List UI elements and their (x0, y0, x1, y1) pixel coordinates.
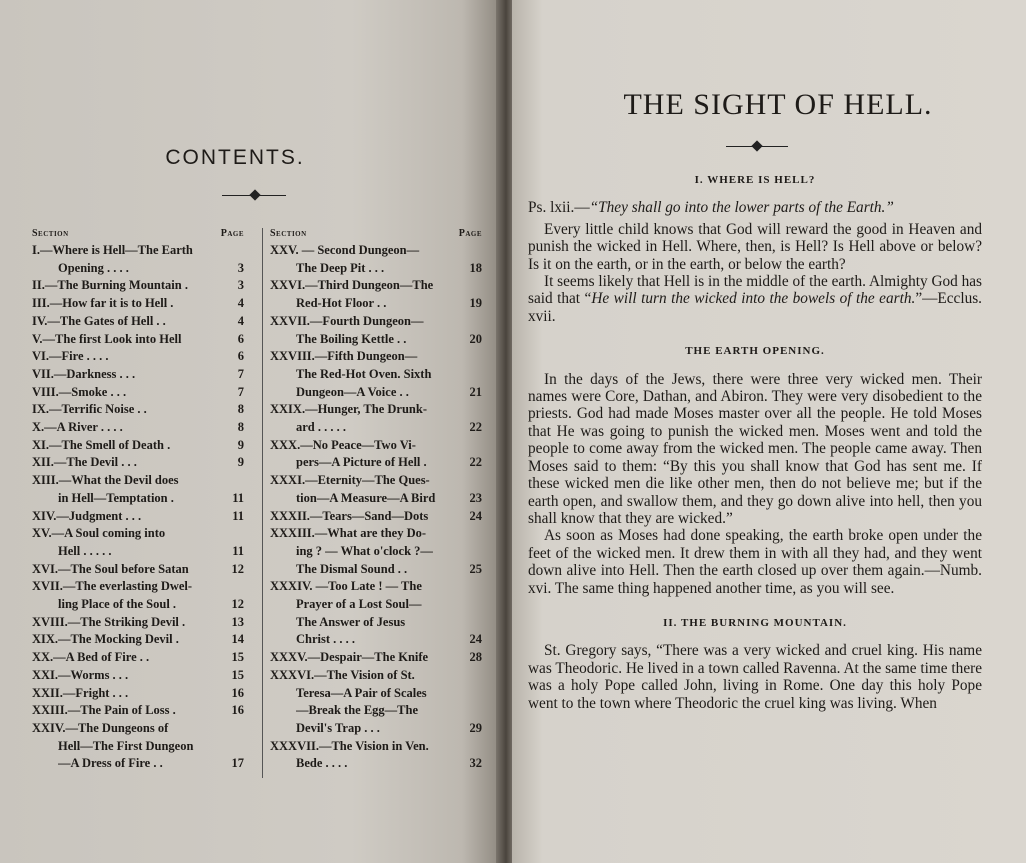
entry-title: XXIII.—The Pain of Loss . (32, 703, 176, 718)
entry-page-number: 15 (231, 667, 244, 682)
contents-list (270, 242, 482, 773)
entry-title: IV.—The Gates of Hell . . (32, 313, 166, 328)
entry-title: XI.—The Smell of Death . (32, 437, 171, 452)
contents-entry (32, 419, 244, 437)
contents-entry (32, 667, 244, 685)
contents-entry (32, 738, 244, 756)
entry-title: II.—The Burning Mountain . (32, 278, 188, 293)
entry-title: The Answer of Jesus (296, 614, 406, 629)
contents-entry (32, 454, 244, 472)
entry-page-number: 18 (469, 260, 482, 275)
entry-title: Hell—The First Dungeon (58, 738, 194, 753)
entry-page-number: 20 (469, 331, 482, 346)
entry-title: V.—The first Look into Hell (32, 331, 182, 346)
contents-entry (270, 277, 482, 295)
quote: “They shall go into the lower parts of the Earth.” (589, 199, 894, 217)
contents-entry (32, 437, 244, 455)
entry-page-number: 16 (231, 685, 244, 700)
contents-entry (270, 366, 482, 384)
contents-entry (32, 242, 244, 260)
entry-page-number (466, 313, 482, 331)
contents-entry (270, 313, 482, 331)
contents-entry (270, 578, 482, 596)
contents-entry (32, 490, 244, 508)
entry-page-number: 14 (231, 632, 244, 647)
contents-entry (32, 685, 244, 703)
entry-title: XXV. — Second Dungeon— (270, 243, 420, 257)
contents-entry (270, 295, 482, 313)
entry-page-number (466, 667, 482, 685)
entry-page-number (466, 348, 482, 366)
entry-page-number: 29 (469, 720, 482, 735)
entry-page-number (466, 685, 482, 703)
entry-page-number: 6 (237, 331, 244, 346)
entry-page-number: 11 (232, 543, 244, 558)
entry-title: XVIII.—The Striking Devil . (32, 614, 186, 629)
contents-entry (32, 401, 244, 419)
contents-entry (270, 561, 482, 579)
paragraph: As soon as Moses had done speaking, the earth broke open under the feet of the wicked men. It drew them in with all they had, and they went down alive into Hell. Then the earth closed up over them again.—Numb. xvi. The same thing happened another time, as you will see. (528, 527, 982, 597)
contents-entry (32, 472, 244, 490)
entry-page-number: 7 (237, 366, 244, 381)
contents-entry (32, 702, 244, 720)
contents-entry (32, 755, 244, 773)
contents-entry (32, 720, 244, 738)
contents-entry (270, 437, 482, 455)
contents-entry (270, 331, 482, 349)
entry-page-number (228, 578, 244, 596)
entry-title: XXII.—Fright . . . (32, 685, 129, 700)
entry-title: IX.—Terrific Noise . . (32, 402, 147, 417)
page-header: Page (458, 228, 482, 239)
contents-entry (32, 313, 244, 331)
entry-title: Hell . . . . . (58, 543, 112, 558)
entry-page-number: 12 (231, 561, 244, 576)
entry-page-number (466, 578, 482, 596)
contents-column-2 (270, 228, 482, 773)
entry-title: XXIX.—Hunger, The Drunk- (270, 402, 427, 417)
contents-entry (32, 543, 244, 561)
paragraph (528, 273, 982, 325)
contents-entry (32, 384, 244, 402)
contents-list (32, 242, 244, 773)
entry-title: tion—A Measure—A Bird (296, 490, 436, 505)
contents-entry (32, 561, 244, 579)
entry-title: XIX.—The Mocking Devil . (32, 632, 179, 647)
entry-page-number: 16 (231, 703, 244, 718)
entry-page-number (228, 738, 244, 756)
contents-entry (32, 331, 244, 349)
entry-page-number: 23 (469, 490, 482, 505)
contents-entry (32, 277, 244, 295)
entry-page-number (466, 614, 482, 632)
entry-title: —A Dress of Fire . . (58, 756, 163, 771)
entry-title: XXXIV. —Too Late ! — The (270, 579, 422, 594)
entry-page-number: 9 (237, 455, 244, 470)
entry-title: I.—Where is Hell—The Earth (32, 243, 193, 257)
body-text (528, 172, 982, 712)
entry-title: Bede . . . . (296, 756, 348, 771)
entry-page-number: 4 (237, 313, 244, 328)
contents-entry (270, 508, 482, 526)
paragraph: Every little child knows that God will reward the good in Heaven and punish the wicked in Hell. Where, then, is Hell? Is Hell above or below? Is it on the earth, or in the earth, or below the earth? (528, 220, 982, 273)
contents-title: CONTENTS. (165, 146, 305, 169)
entry-title: The Dismal Sound . . (296, 561, 408, 576)
entry-title: XXX.—No Peace—Two Vi- (270, 437, 416, 452)
entry-title: ing ? — What o'clock ?— (296, 543, 433, 558)
page-title: THE SIGHT OF HELL. (623, 88, 933, 121)
entry-page-number (466, 437, 482, 455)
contents-entry (270, 649, 482, 667)
quote: He will turn the wicked into the bowels of the earth. (591, 290, 916, 308)
contents-entry (270, 401, 482, 419)
contents-entry (32, 366, 244, 384)
diamond-ornament-icon (249, 189, 260, 200)
entry-page-number: 8 (237, 420, 244, 435)
contents-entry (270, 260, 482, 278)
entry-title: VI.—Fire . . . . (32, 349, 109, 364)
entry-page-number (466, 401, 482, 419)
entry-page-number: 19 (469, 296, 482, 311)
entry-page-number (466, 702, 482, 720)
entry-title: The Red-Hot Oven. Sixth (296, 366, 432, 381)
entry-page-number: 22 (469, 455, 482, 470)
contents-entry (270, 614, 482, 632)
entry-title: XIV.—Judgment . . . (32, 508, 142, 523)
entry-title: XXVII.—Fourth Dungeon— (270, 313, 424, 328)
entry-title: XXXVII.—The Vision in Ven. (270, 738, 429, 753)
entry-page-number: 9 (237, 437, 244, 452)
entry-page-number: 13 (231, 614, 244, 629)
entry-page-number: 11 (232, 490, 244, 505)
contents-entry (270, 472, 482, 490)
contents-entry (32, 295, 244, 313)
column-divider (262, 228, 263, 778)
entry-page-number (466, 596, 482, 614)
entry-page-number (466, 543, 482, 561)
entry-title: VII.—Darkness . . . (32, 366, 136, 381)
page-header: Page (220, 228, 244, 239)
entry-page-number: 28 (469, 650, 482, 665)
column-header (270, 228, 482, 242)
diamond-ornament-icon (751, 140, 762, 151)
contents-entry (32, 614, 244, 632)
entry-page-number (466, 366, 482, 384)
entry-title: The Deep Pit . . . (296, 260, 385, 275)
entry-title: XXXV.—Despair—The Knife (270, 650, 429, 665)
contents-entry (32, 649, 244, 667)
paragraph: St. Gregory says, “There was a very wicked and cruel king. His name was Theodoric. He lived in a town called Ravenna. At the same time there was a holy Pope called John, living in Rome. One day this holy Pope went to the town where Theodoric the cruel king was living. When (528, 642, 982, 712)
contents-entry (270, 685, 482, 703)
column-header (32, 228, 244, 242)
entry-title: XXVIII.—Fifth Dungeon— (270, 349, 418, 364)
entry-page-number: 11 (232, 508, 244, 523)
entry-title: XXI.—Worms . . . (32, 667, 129, 682)
entry-title: VIII.—Smoke . . . (32, 384, 127, 399)
entry-page-number: 12 (231, 597, 244, 612)
contents-page (0, 0, 502, 863)
contents-entry (270, 720, 482, 738)
contents-entry (32, 525, 244, 543)
entry-page-number (466, 472, 482, 490)
entry-title: Red-Hot Floor . . (296, 296, 387, 311)
scripture-ref: Ps. lxii.— (528, 199, 590, 217)
contents-entry (32, 631, 244, 649)
entry-title: Devil's Trap . . . (296, 720, 380, 735)
entry-page-number: 8 (237, 402, 244, 417)
entry-page-number: 32 (469, 756, 482, 771)
text-page (512, 0, 1026, 863)
entry-page-number: 4 (237, 296, 244, 311)
entry-title: XVI.—The Soul before Satan (32, 561, 189, 576)
section-heading: I. WHERE IS HELL? (694, 174, 816, 186)
section-header: Section (270, 228, 307, 239)
contents-entry (270, 454, 482, 472)
entry-page-number: 6 (237, 349, 244, 364)
contents-entry (270, 738, 482, 756)
contents-entry (32, 508, 244, 526)
entry-title: X.—A River . . . . (32, 420, 123, 435)
entry-page-number (466, 277, 482, 295)
entry-title: Teresa—A Pair of Scales (296, 685, 427, 700)
entry-page-number: 3 (237, 260, 244, 275)
entry-title: XXXIII.—What are they Do- (270, 526, 427, 541)
entry-page-number: 7 (237, 384, 244, 399)
contents-entry (32, 596, 244, 614)
entry-page-number: 17 (231, 756, 244, 771)
contents-entry (270, 543, 482, 561)
entry-title: Christ . . . . (296, 632, 356, 647)
entry-title: III.—How far it is to Hell . (32, 296, 174, 311)
contents-entry (270, 667, 482, 685)
entry-title: XXXVI.—The Vision of St. (270, 667, 415, 682)
section-header: Section (32, 228, 69, 239)
contents-entry (32, 260, 244, 278)
entry-title: pers—A Picture of Hell . (296, 455, 427, 470)
text: ”—Ecclus. xvii. (528, 290, 982, 325)
contents-entry (32, 348, 244, 366)
entry-title: XXXI.—Eternity—The Ques- (270, 473, 430, 488)
contents-entry (270, 242, 482, 260)
entry-title: Dungeon—A Voice . . (296, 384, 409, 399)
entry-title: XII.—The Devil . . . (32, 455, 137, 470)
entry-page-number: 3 (237, 278, 244, 293)
entry-title: ling Place of the Soul . (58, 597, 177, 612)
entry-title: XX.—A Bed of Fire . . (32, 650, 150, 665)
entry-title: XXXII.—Tears—Sand—Dots (270, 508, 429, 523)
contents-entry (270, 348, 482, 366)
entry-page-number (228, 525, 244, 543)
entry-page-number: 25 (469, 561, 482, 576)
entry-page-number (228, 720, 244, 738)
contents-column-1 (32, 228, 244, 773)
entry-title: Prayer of a Lost Soul— (296, 597, 422, 612)
entry-title: XV.—A Soul coming into (32, 526, 166, 541)
entry-title: XIII.—What the Devil does (32, 473, 179, 488)
section-heading: THE EARTH OPENING. (685, 345, 825, 358)
entry-title: ard . . . . . (296, 420, 346, 435)
contents-entry (270, 755, 482, 773)
paragraph: In the days of the Jews, there were three very wicked men. Their names were Core, Dathan, and Abiron. They were very disobedient to the priests. God had made Moses master over all the people. He told Moses that He was going to punish the wicked men. Moses went and told the people to come away from the wicked men. The people came away. Then Moses said to them: “By this you shall know that God has sent me. If these wicked men die like other men, then do not believe me; but if the earth open, and swallow them, and they go down alive into hell, then you shall know that they are wicked.” (528, 370, 982, 527)
paragraph (528, 199, 982, 216)
contents-entry (270, 525, 482, 543)
contents-entry (270, 596, 482, 614)
entry-title: XXVI.—Third Dungeon—The (270, 278, 434, 293)
entry-page-number: 15 (231, 650, 244, 665)
contents-entry (270, 490, 482, 508)
contents-entry (270, 419, 482, 437)
entry-title: Opening . . . . (58, 260, 129, 275)
entry-page-number (228, 472, 244, 490)
entry-page-number: 22 (469, 420, 482, 435)
contents-entry (270, 631, 482, 649)
entry-page-number (228, 242, 244, 260)
entry-page-number: 21 (469, 384, 482, 399)
entry-page-number: 24 (469, 632, 482, 647)
entry-page-number: 24 (469, 508, 482, 523)
entry-page-number (466, 525, 482, 543)
entry-title: —Break the Egg—The (296, 703, 418, 718)
contents-entry (270, 384, 482, 402)
text: It seems likely that Hell is in the middle of the earth. Almighty God has said that “ (528, 273, 983, 308)
contents-entry (32, 578, 244, 596)
entry-title: in Hell—Temptation . (58, 490, 174, 505)
section-heading: II. THE BURNING MOUNTAIN. (663, 616, 847, 629)
contents-entry (270, 702, 482, 720)
entry-page-number (466, 738, 482, 756)
entry-title: The Boiling Kettle . . (296, 331, 407, 346)
entry-page-number (466, 242, 482, 260)
entry-title: XXIV.—The Dungeons of (32, 720, 169, 735)
entry-title: XVII.—The everlasting Dwel- (32, 579, 193, 594)
